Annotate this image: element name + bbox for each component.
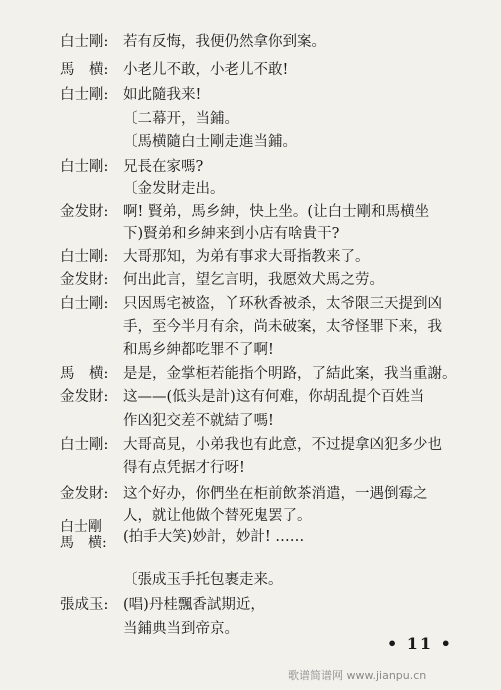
speaker-name: 金发財: xyxy=(60,486,109,502)
line-text: 大哥高見，小弟我也有此意，不过提拿凶犯多少也 xyxy=(123,437,442,453)
dialogue-line xyxy=(0,568,501,592)
speaker-name: 金发財: xyxy=(60,389,109,405)
line-text: 下)賢弟和乡紳来到小店有啥貴干? xyxy=(123,226,340,242)
joint-speaker-2: 馬 横: xyxy=(60,535,107,551)
dialogue-line xyxy=(0,593,501,617)
joint-speakers xyxy=(60,519,120,551)
line-text: 〔馬横隨白士剛走進当鋪。 xyxy=(123,134,297,150)
line-text: 〔金发財走出。 xyxy=(123,181,225,197)
dialogue-line xyxy=(0,315,501,339)
watermark: 歌谱简谱网 www.jianpu.cn xyxy=(288,669,427,682)
line-text: 啊! 賢弟，馬乡紳，快上坐。(让白士剛和馬横坐 xyxy=(123,204,430,220)
speaker-name: 白士剛: xyxy=(60,34,109,50)
dialogue-line xyxy=(0,338,501,362)
line-text: 手，至今半月有余，尚未破案，太爷怪罪下来，我 xyxy=(123,319,442,335)
speaker-name: 馬 横: xyxy=(60,62,109,78)
dialogue-line xyxy=(0,30,501,54)
line-text: 和馬乡紳都吃罪不了啊! xyxy=(123,342,274,358)
speaker-name: 白士剛: xyxy=(60,249,109,265)
joint-speaker-row xyxy=(0,519,501,555)
dialogue-line xyxy=(0,83,501,107)
line-text: 若有反悔，我便仍然拿你到案。 xyxy=(123,34,326,50)
dialogue-line xyxy=(0,222,501,246)
dialogue-line xyxy=(0,292,501,316)
dialogue-line xyxy=(0,177,501,201)
dialogue-line xyxy=(0,200,501,224)
dialogue-line xyxy=(0,58,501,82)
speaker-name: 白士剛: xyxy=(60,159,109,175)
line-text: 大哥那知，为弟有事求大哥指教来了。 xyxy=(123,249,370,265)
line-text: 只因馬宅被盗，丫环秋香被杀，太爷限三天提到凶 xyxy=(123,296,442,312)
line-text: 人，就让他做个替死鬼罢了。 xyxy=(123,508,312,524)
speaker-name: 金发財: xyxy=(60,272,109,288)
dialogue-line xyxy=(0,155,501,179)
dialogue-line xyxy=(0,482,501,506)
line-text: 是是，金掌柜若能指个明路，了結此案，我当重謝。 xyxy=(123,366,457,382)
page-number: • 11 • xyxy=(387,634,453,653)
dialogue-line xyxy=(0,433,501,457)
line-text: 〔張成玉手托包裹走来。 xyxy=(123,572,283,588)
dialogue-line xyxy=(0,245,501,269)
joint-speaker-1: 白士剛 xyxy=(60,519,102,535)
dialogue-line xyxy=(0,130,501,154)
speaker-name: 金发財: xyxy=(60,204,109,220)
line-text: 兄長在家嗎? xyxy=(123,159,204,175)
speaker-name: 白士剛: xyxy=(60,296,109,312)
speaker-name: 張成玉: xyxy=(60,597,109,613)
dialogue-line xyxy=(0,107,501,131)
line-text: 何出此言，望乞言明，我愿效犬馬之劳。 xyxy=(123,272,384,288)
line-text: 〔二幕开，当鋪。 xyxy=(123,111,239,127)
speaker-name: 白士剛: xyxy=(60,437,109,453)
line-text: 这——(低头是計)这有何难，你胡乱提个百姓当 xyxy=(123,389,425,405)
line-text: (唱)丹桂飄香試期近， xyxy=(123,597,265,613)
dialogue-line xyxy=(0,362,501,386)
line-text: 当鋪典当到帝京。 xyxy=(123,621,239,637)
speaker-name: 白士剛: xyxy=(60,87,109,103)
speaker-name: 馬 横: xyxy=(60,366,109,382)
dialogue-line xyxy=(0,385,501,409)
line-text: 作凶犯交差不就結了嗎! xyxy=(123,413,274,429)
line-text: 得有点凭据才行呀! xyxy=(123,460,245,476)
line-text: 小老儿不敢，小老儿不敢! xyxy=(123,62,289,78)
line-text: 如此隨我来! xyxy=(123,87,202,103)
dialogue-line xyxy=(0,456,501,480)
line-text: 这个好办，你們坐在柜前飲茶消遣，一遇倒霉之 xyxy=(123,486,428,502)
dialogue-line xyxy=(0,409,501,433)
joint-line-text: (拍手大笑)妙計，妙計! …… xyxy=(123,529,305,545)
dialogue-line xyxy=(0,268,501,292)
